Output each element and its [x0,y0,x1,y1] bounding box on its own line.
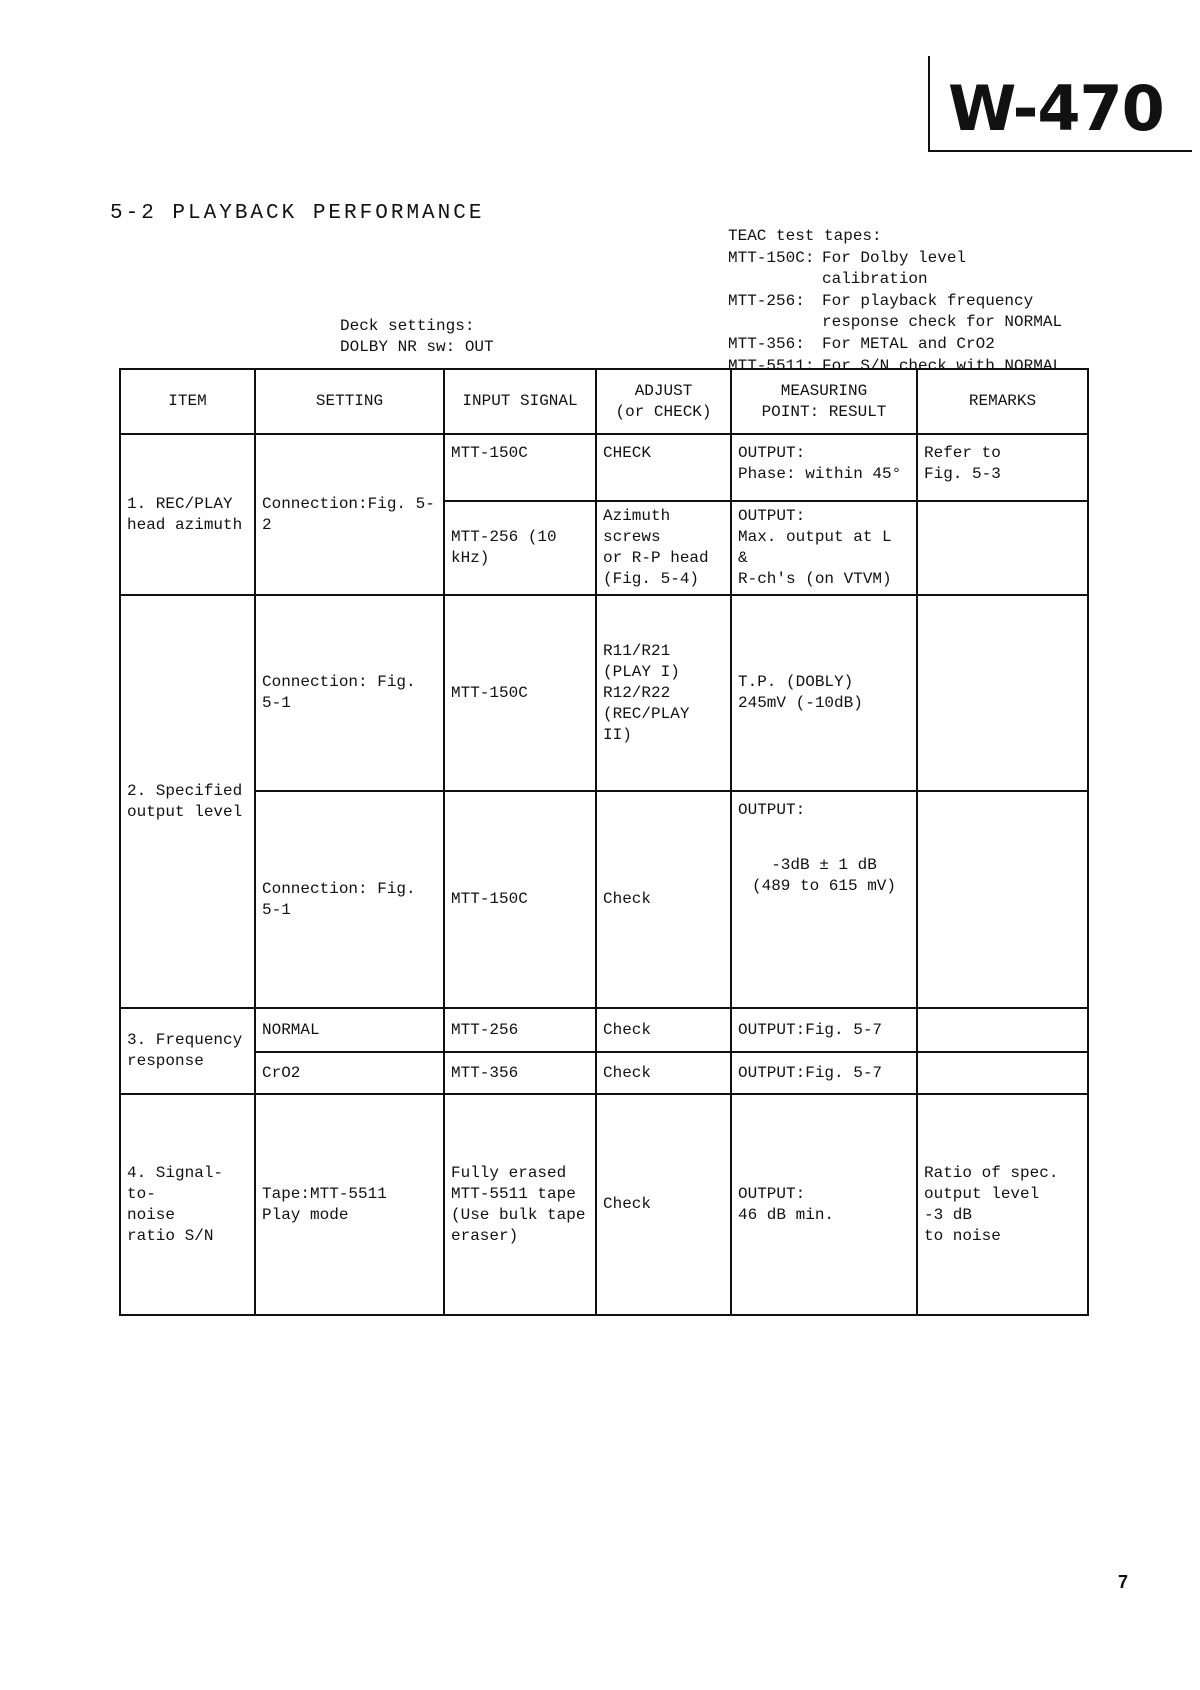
setting-cell: Tape:MTT-5511 Play mode [255,1094,444,1315]
test-tape-item [728,291,1072,334]
setting-cell: Connection: Fig. 5-1 [255,595,444,791]
remarks-cell [917,791,1088,1008]
table-row [120,434,1088,501]
remarks-cell: Ratio of spec. output level -3 dB to noise [917,1094,1088,1315]
remarks-cell [917,1008,1088,1052]
header-remarks: REMARKS [917,369,1088,434]
test-tape-desc: For METAL and CrO2 [822,334,995,353]
table-header-row [120,369,1088,434]
table-row [120,595,1088,791]
test-tape-desc: For Dolby level calibration [822,248,967,289]
measure-cell: OUTPUT: Max. output at L & R-ch's (on VTVM) [731,501,917,595]
input-cell: MTT-150C [444,791,596,1008]
setting-cell: NORMAL [255,1008,444,1052]
remarks-cell [917,501,1088,595]
test-tapes-heading: TEAC test tapes: [728,227,882,245]
item-cell: 1. REC/PLAY head azimuth [120,434,255,595]
input-cell: MTT-150C [444,595,596,791]
test-tapes-block [728,226,1072,377]
test-tape-desc: For playback frequency response check for NORMAL [822,291,1063,332]
deck-settings [340,316,494,358]
adjust-cell: Check [596,1094,731,1315]
adjust-cell: Check [596,1008,731,1052]
deck-settings-label: Deck settings: [340,317,475,335]
item-cell: 4. Signal-to- noise ratio S/N [120,1094,255,1315]
table-row [120,1052,1088,1094]
deck-settings-value: DOLBY NR sw: OUT [340,338,494,356]
remarks-cell [917,1052,1088,1094]
item-cell: 3. Frequency response [120,1008,255,1094]
header-input-signal: INPUT SIGNAL [444,369,596,434]
measure-cell: T.P. (DOBLY) 245mV (-10dB) [731,595,917,791]
remarks-cell [917,595,1088,791]
adjust-cell: R11/R21 (PLAY I) R12/R22 (REC/PLAY II) [596,595,731,791]
playback-performance-table [119,368,1089,1316]
header-adjust: ADJUST (or CHECK) [596,369,731,434]
measure-cell: OUTPUT:Fig. 5-7 [731,1008,917,1052]
input-cell: Fully erased MTT-5511 tape (Use bulk tape eraser) [444,1094,596,1315]
measure-cell [731,791,917,1008]
model-title: W-470 [948,72,1164,145]
header-item: ITEM [120,369,255,434]
setting-cell: Connection:Fig. 5-2 [255,434,444,595]
measure-value: -3dB ± 1 dB (489 to 615 mV) [751,856,897,895]
table-row [120,1008,1088,1052]
test-tape-code: MTT-150C: [728,248,815,267]
table-row [120,791,1088,1008]
measure-label: OUTPUT: [738,801,806,819]
remarks-cell: Refer to Fig. 5-3 [917,434,1088,501]
header-setting: SETTING [255,369,444,434]
test-tape-code: MTT-5511: [728,356,815,375]
adjust-cell: Check [596,791,731,1008]
item-cell: 2. Specified output level [120,595,255,1008]
input-cell: MTT-356 [444,1052,596,1094]
page-number: 7 [1118,1572,1129,1592]
input-cell: MTT-150C [444,434,596,501]
adjust-cell: CHECK [596,434,731,501]
input-cell: MTT-256 [444,1008,596,1052]
test-tape-code: MTT-256: [728,291,805,310]
header-measuring-point: MEASURING POINT: RESULT [731,369,917,434]
measure-cell: OUTPUT: 46 dB min. [731,1094,917,1315]
setting-cell: CrO2 [255,1052,444,1094]
table-row [120,1094,1088,1315]
adjust-cell: Check [596,1052,731,1094]
input-cell: MTT-256 (10 kHz) [444,501,596,595]
measure-cell: OUTPUT: Phase: within 45° [731,434,917,501]
adjust-cell: Azimuth screws or R-P head (Fig. 5-4) [596,501,731,595]
test-tape-desc: For S/N check with NORMAL [822,356,1063,375]
test-tape-code: MTT-356: [728,334,805,353]
test-tape-item [728,334,1072,356]
section-title: 5-2 PLAYBACK PERFORMANCE [110,202,485,225]
test-tape-item [728,248,1072,291]
measure-cell: OUTPUT:Fig. 5-7 [731,1052,917,1094]
setting-cell: Connection: Fig. 5-1 [255,791,444,1008]
